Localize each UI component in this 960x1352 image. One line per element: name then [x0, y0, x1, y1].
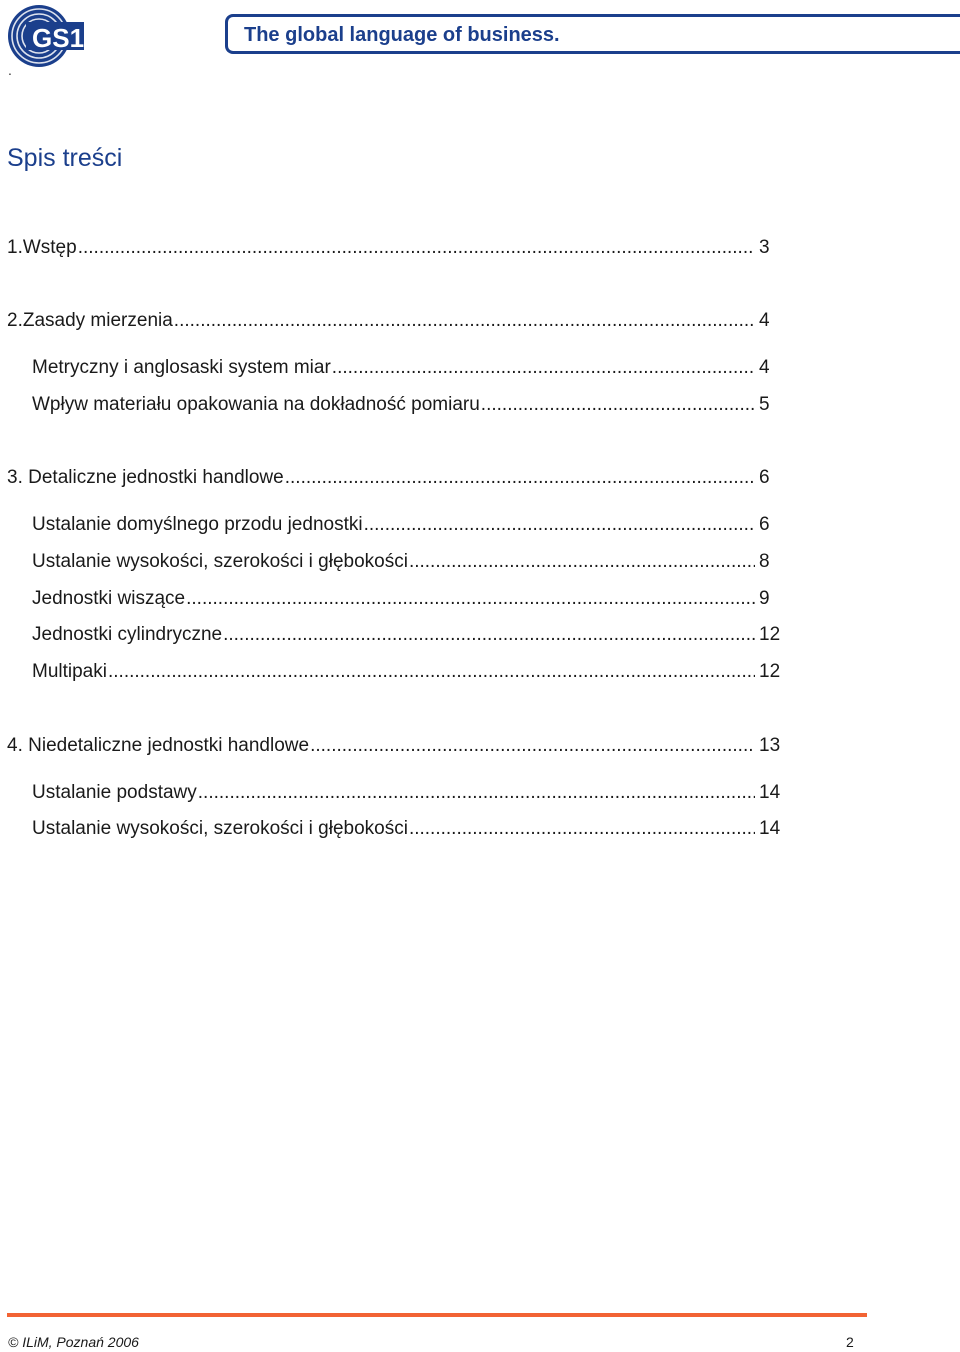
- toc-page-number: 4: [759, 310, 770, 331]
- toc-entry-label: Metryczny i anglosaski system miar: [32, 357, 331, 378]
- toc-entry-hanging-units[interactable]: [32, 588, 785, 614]
- toc-page-number: 3: [759, 237, 770, 258]
- dot-leader: [364, 514, 755, 536]
- dot-leader: [186, 588, 755, 610]
- toc-entry-label: Multipaki: [32, 661, 107, 682]
- svg-text:GS1: GS1: [32, 23, 84, 53]
- toc-entry-dimensions-non-retail[interactable]: [32, 818, 785, 844]
- toc-entry-label: 3. Detaliczne jednostki handlowe: [7, 467, 284, 488]
- dot-leader: [108, 661, 755, 683]
- toc-title: Spis treści: [7, 144, 123, 172]
- toc-entry-label: 2.Zasady mierzenia: [7, 310, 173, 331]
- toc-page-number: 14: [759, 818, 781, 839]
- toc-page-number: 4: [759, 357, 770, 378]
- toc-entry-retail-units[interactable]: [7, 467, 785, 493]
- toc-entry-packaging-material[interactable]: [32, 394, 785, 420]
- toc-page-number: 8: [759, 551, 770, 572]
- toc-entry-label: Ustalanie wysokości, szerokości i głębokości: [32, 551, 408, 572]
- toc-entry-label: Wpływ materiału opakowania na dokładność pomiaru: [32, 394, 480, 415]
- toc-page-number: 13: [759, 735, 781, 756]
- toc-page-number: 12: [759, 624, 781, 645]
- footer-page-number: 2: [846, 1334, 854, 1350]
- toc-entry-base-setting[interactable]: [32, 782, 785, 808]
- tagline-text: The global language of business.: [244, 24, 560, 46]
- toc-entry-label: Ustalanie podstawy: [32, 782, 197, 803]
- tagline-banner: [225, 14, 960, 54]
- stray-mark: .: [8, 62, 12, 78]
- dot-leader: [409, 551, 755, 573]
- gs1-logo: [6, 3, 84, 69]
- dot-leader: [332, 357, 755, 379]
- toc-page-number: 5: [759, 394, 770, 415]
- toc-entry-dimensions-retail[interactable]: [32, 551, 785, 577]
- toc-entry-multipacks[interactable]: [32, 661, 785, 687]
- footer-copyright: © ILiM, Poznań 2006: [8, 1334, 139, 1350]
- toc-entry-measuring-rules[interactable]: [7, 310, 785, 336]
- dot-leader: [285, 467, 755, 489]
- dot-leader: [78, 237, 755, 259]
- toc-page-number: 6: [759, 514, 770, 535]
- toc-entry-introduction[interactable]: [7, 237, 785, 263]
- toc-entry-metric-system[interactable]: [32, 357, 785, 383]
- toc-entry-cylindrical-units[interactable]: [32, 624, 785, 650]
- toc-page-number: 9: [759, 588, 770, 609]
- dot-leader: [310, 735, 755, 757]
- toc-entry-non-retail-units[interactable]: [7, 735, 785, 761]
- toc-entry-label: 4. Niedetaliczne jednostki handlowe: [7, 735, 310, 756]
- dot-leader: [481, 394, 755, 416]
- toc-page-number: 14: [759, 782, 781, 803]
- dot-leader: [409, 818, 755, 840]
- toc-entry-label: 1.Wstęp: [7, 237, 77, 258]
- dot-leader: [174, 310, 755, 332]
- toc-entry-label: Ustalanie domyślnego przodu jednostki: [32, 514, 363, 535]
- dot-leader: [223, 624, 755, 646]
- toc-entry-label: Jednostki wiszące: [32, 588, 186, 609]
- dot-leader: [198, 782, 755, 804]
- toc-entry-label: Ustalanie wysokości, szerokości i głębokości: [32, 818, 408, 839]
- toc-page-number: 12: [759, 661, 781, 682]
- toc-page-number: 6: [759, 467, 770, 488]
- footer-divider: [7, 1313, 867, 1317]
- toc-entry-default-front[interactable]: [32, 514, 785, 540]
- toc-entry-label: Jednostki cylindryczne: [32, 624, 223, 645]
